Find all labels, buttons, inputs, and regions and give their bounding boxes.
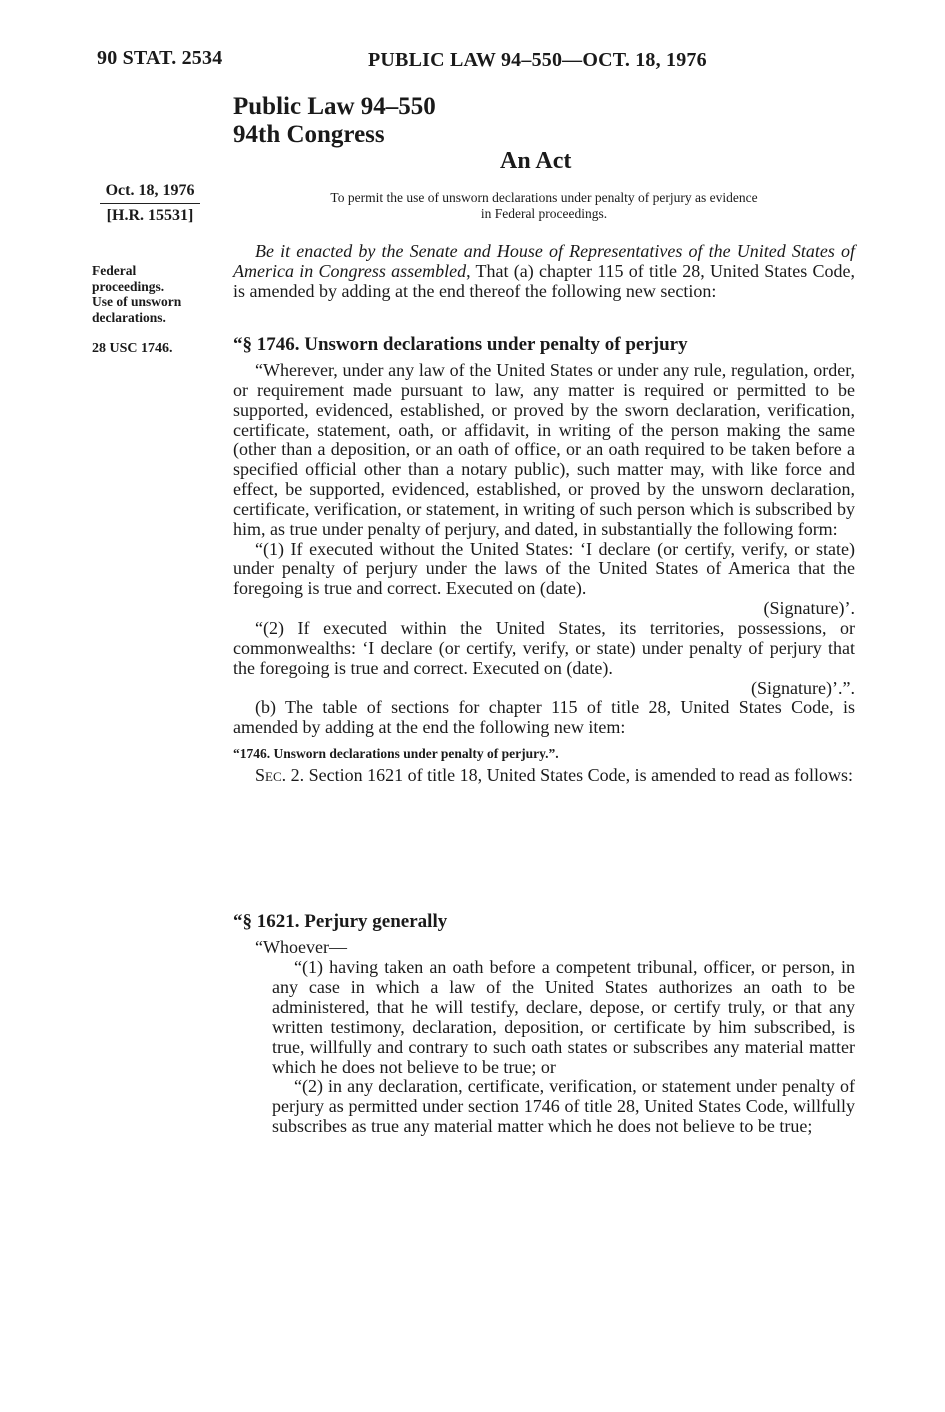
section-1746-text: “Wherever, under any law of the United States or under any rule, regulation, order, or requirement made pursuant to law, any matter is required or permitted to be supported, evidenced, established, or proved by the sworn declaration, verification, certificate, statement, oath, or affidavit, in writing of the person making the same (other than a deposition, or an oath of office, or an oath required to be taken before a specified official other than a notary public), such matter may, with like force and effect, be supported, evidenced, established, or proved by the unsworn declaration, certificate, verification, or statement, in writing of such person which is subscribed by him, as true under penalty of perjury, and dated, in substantially the following form: <box>233 360 855 539</box>
sec-2-body: 2. Section 1621 of title 18, United States Code, is amended to read as follows: <box>286 765 854 786</box>
section-1621-heading: “§ 1621. Perjury generally <box>233 911 448 932</box>
enacting-formula: Be it enacted by the Senate and House of Representatives of the United States of America in Congress assembled <box>233 241 855 281</box>
congress-label: 94th Congress <box>233 121 385 148</box>
sec-label: Sec. <box>255 765 287 786</box>
margin-notes <box>92 263 217 325</box>
form-1-text: “(1) If executed without the United States: ‘I declare (or certify, verify, or state) under penalty of perjury under the laws of the United States of America that the foregoing is true and correct. Executed on (date). <box>233 538 855 599</box>
section-2-text <box>233 766 855 786</box>
margin-date-block <box>100 182 200 225</box>
enacting-clause <box>233 242 855 302</box>
form-2-signature: (Signature)’.”. <box>751 677 855 698</box>
clause-2-text: “(2) in any declaration, certificate, verification, or statement under penalty of perjury as permitted under section 1746 of title 28, United States Code, willfully subscribes as true any material matter which he does not believe to be true; <box>272 1076 855 1137</box>
margin-note: Use of unsworn <box>92 294 182 309</box>
page-reference: 90 STAT. 2534 <box>97 47 223 69</box>
section-1746-body <box>233 361 855 786</box>
clause-1-text: “(1) having taken an oath before a competent tribunal, officer, or person, in any case in which a law of the United States authorizes an oath to be administered, that he will testify, declare, depose, or certify truly, or that any written testimony, declaration, deposition, or certificate by him subscribed, is true, willfully and contrary to such oath states or subscribes any material matter which he does not believe to be true; or <box>272 957 855 1077</box>
enacting-text: , That (a) chapter 115 of title 28, United States Code, is amended by adding at the end thereof the following new section: <box>233 260 856 301</box>
law-number: Public Law 94–550 <box>233 93 436 120</box>
purpose-line-1: To permit the use of unsworn declarations under penalty of perjury as evidence <box>330 190 758 205</box>
running-title: PUBLIC LAW 94–550—OCT. 18, 1976 <box>368 49 707 71</box>
margin-usc-citation: 28 USC 1746. <box>92 341 173 356</box>
act-purpose <box>233 190 855 222</box>
margin-note: declarations. <box>92 309 166 325</box>
form-2-text: “(2) If executed within the United States, its territories, possessions, or commonwealths: ‘I declare (or certify, verify, or state) under penalty of perjury that the foregoing is true and correct. Executed on (date). <box>233 617 855 678</box>
table-amendment-text: (b) The table of sections for chapter 115 of title 28, United States Code, is amended by adding at the end the following new item: <box>233 697 855 738</box>
purpose-line-2: in Federal proceedings. <box>480 206 608 221</box>
margin-note: proceedings. <box>92 278 165 294</box>
whoever-line <box>233 938 855 958</box>
bill-number: [H.R. 15531] <box>106 207 194 224</box>
law-title-block <box>233 93 436 149</box>
form-1-signature: (Signature)’. <box>763 598 855 619</box>
enactment-date: Oct. 18, 1976 <box>100 182 200 204</box>
act-heading: An Act <box>500 148 572 174</box>
whoever-text: “Whoever— <box>255 937 347 957</box>
section-1746-heading: “§ 1746. Unsworn declarations under penalty of perjury <box>233 334 688 355</box>
perjury-clauses <box>272 958 855 1137</box>
margin-note: Federal <box>92 263 137 278</box>
table-item: “1746. Unsworn declarations under penalty of perjury.”. <box>233 746 559 762</box>
